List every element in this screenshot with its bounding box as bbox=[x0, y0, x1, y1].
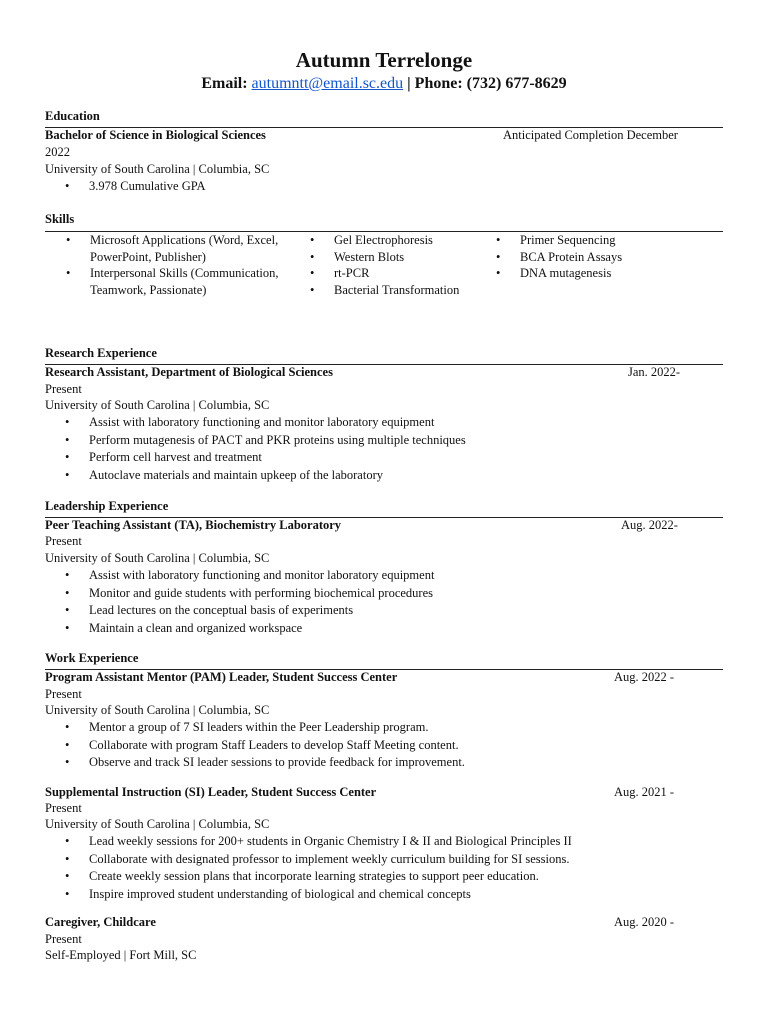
list-item: • Bacterial Transformation bbox=[310, 282, 490, 299]
job-title: Program Assistant Mentor (PAM) Leader, Student Success Center bbox=[45, 670, 398, 684]
job-bullets bbox=[45, 567, 434, 637]
section-title-work: Work Experience bbox=[45, 651, 139, 665]
job-date: Aug. 2021 - bbox=[614, 785, 675, 799]
job-bullets bbox=[45, 719, 465, 772]
job-bullets bbox=[45, 833, 572, 903]
job-bullets bbox=[45, 414, 466, 484]
job-org: University of South Carolina | Columbia, SC bbox=[45, 551, 270, 565]
list-item: • DNA mutagenesis bbox=[496, 265, 696, 282]
list-item: • Mentor a group of 7 SI leaders within the Peer Leadership program. bbox=[45, 719, 465, 737]
job-date-cont: Present bbox=[45, 382, 82, 396]
education-date: Anticipated Completion December bbox=[503, 128, 678, 142]
list-item: • Gel Electrophoresis bbox=[310, 232, 490, 249]
section-title-education: Education bbox=[45, 109, 100, 123]
job-date: Aug. 2022 - bbox=[614, 670, 675, 684]
job-org: University of South Carolina | Columbia, SC bbox=[45, 817, 270, 831]
list-item: • Microsoft Applications (Word, Excel, PowerPoint, Publisher) bbox=[66, 232, 288, 265]
applicant-name: Autumn Terrelonge bbox=[295, 48, 473, 72]
list-item: • Inspire improved student understanding of biological and chemical concepts bbox=[45, 886, 572, 904]
section-title-research: Research Experience bbox=[45, 346, 157, 360]
email-label: Email: bbox=[201, 75, 252, 92]
list-item: • Perform mutagenesis of PACT and PKR proteins using multiple techniques bbox=[45, 432, 466, 450]
list-item: • Lead lectures on the conceptual basis of experiments bbox=[45, 602, 434, 620]
job-org: University of South Carolina | Columbia, SC bbox=[45, 398, 270, 412]
list-item: • Interpersonal Skills (Communication, Teamwork, Passionate) bbox=[66, 265, 288, 298]
education-date-cont: 2022 bbox=[45, 145, 70, 159]
job-org: Self-Employed | Fort Mill, SC bbox=[45, 948, 197, 962]
education-bullets bbox=[45, 178, 206, 196]
job-date-cont: Present bbox=[45, 801, 82, 815]
list-item: • Assist with laboratory functioning and monitor laboratory equipment bbox=[45, 414, 466, 432]
list-item: • 3.978 Cumulative GPA bbox=[45, 178, 206, 196]
section-title-leadership: Leadership Experience bbox=[45, 499, 169, 513]
job-title: Caregiver, Childcare bbox=[45, 915, 156, 929]
job-title: Research Assistant, Department of Biological Sciences bbox=[45, 365, 333, 379]
list-item: • BCA Protein Assays bbox=[496, 249, 696, 266]
list-item: • Monitor and guide students with performing biochemical procedures bbox=[45, 585, 434, 603]
job-title: Supplemental Instruction (SI) Leader, Student Success Center bbox=[45, 785, 377, 799]
job-date-cont: Present bbox=[45, 687, 82, 701]
list-item: • Collaborate with designated professor to implement weekly curriculum building for SI sessions. bbox=[45, 851, 572, 869]
job-date: Jan. 2022- bbox=[628, 365, 681, 379]
education-school: University of South Carolina | Columbia, SC bbox=[45, 162, 270, 176]
job-date: Aug. 2020 - bbox=[614, 915, 675, 929]
list-item: • Assist with laboratory functioning and monitor laboratory equipment bbox=[45, 567, 434, 585]
skills-column-3 bbox=[496, 232, 696, 282]
list-item: • Primer Sequencing bbox=[496, 232, 696, 249]
list-item: • Collaborate with program Staff Leaders to develop Staff Meeting content. bbox=[45, 737, 465, 755]
list-item: • rt-PCR bbox=[310, 265, 490, 282]
job-date: Aug. 2022- bbox=[621, 518, 678, 532]
skills-column-1 bbox=[66, 232, 288, 298]
job-date-cont: Present bbox=[45, 534, 82, 548]
degree-title: Bachelor of Science in Biological Sciences bbox=[45, 128, 266, 142]
list-item: • Perform cell harvest and treatment bbox=[45, 449, 466, 467]
email-link[interactable]: autumntt@email.sc.edu bbox=[251, 75, 404, 92]
job-date-cont: Present bbox=[45, 932, 82, 946]
section-title-skills: Skills bbox=[45, 212, 75, 226]
list-item: • Autoclave materials and maintain upkeep of the laboratory bbox=[45, 467, 466, 485]
contact-line bbox=[0, 75, 768, 93]
phone-text: | Phone: (732) 677-8629 bbox=[403, 75, 567, 92]
list-item: • Observe and track SI leader sessions to provide feedback for improvement. bbox=[45, 754, 465, 772]
list-item: • Western Blots bbox=[310, 249, 490, 266]
job-org: University of South Carolina | Columbia, SC bbox=[45, 703, 270, 717]
job-title: Peer Teaching Assistant (TA), Biochemistry Laboratory bbox=[45, 518, 342, 532]
skills-column-2 bbox=[310, 232, 490, 298]
list-item: • Create weekly session plans that incorporate learning strategies to support peer education. bbox=[45, 868, 572, 886]
list-item: • Lead weekly sessions for 200+ students in Organic Chemistry I & II and Biological Principles II bbox=[45, 833, 572, 851]
list-item: • Maintain a clean and organized workspace bbox=[45, 620, 434, 638]
